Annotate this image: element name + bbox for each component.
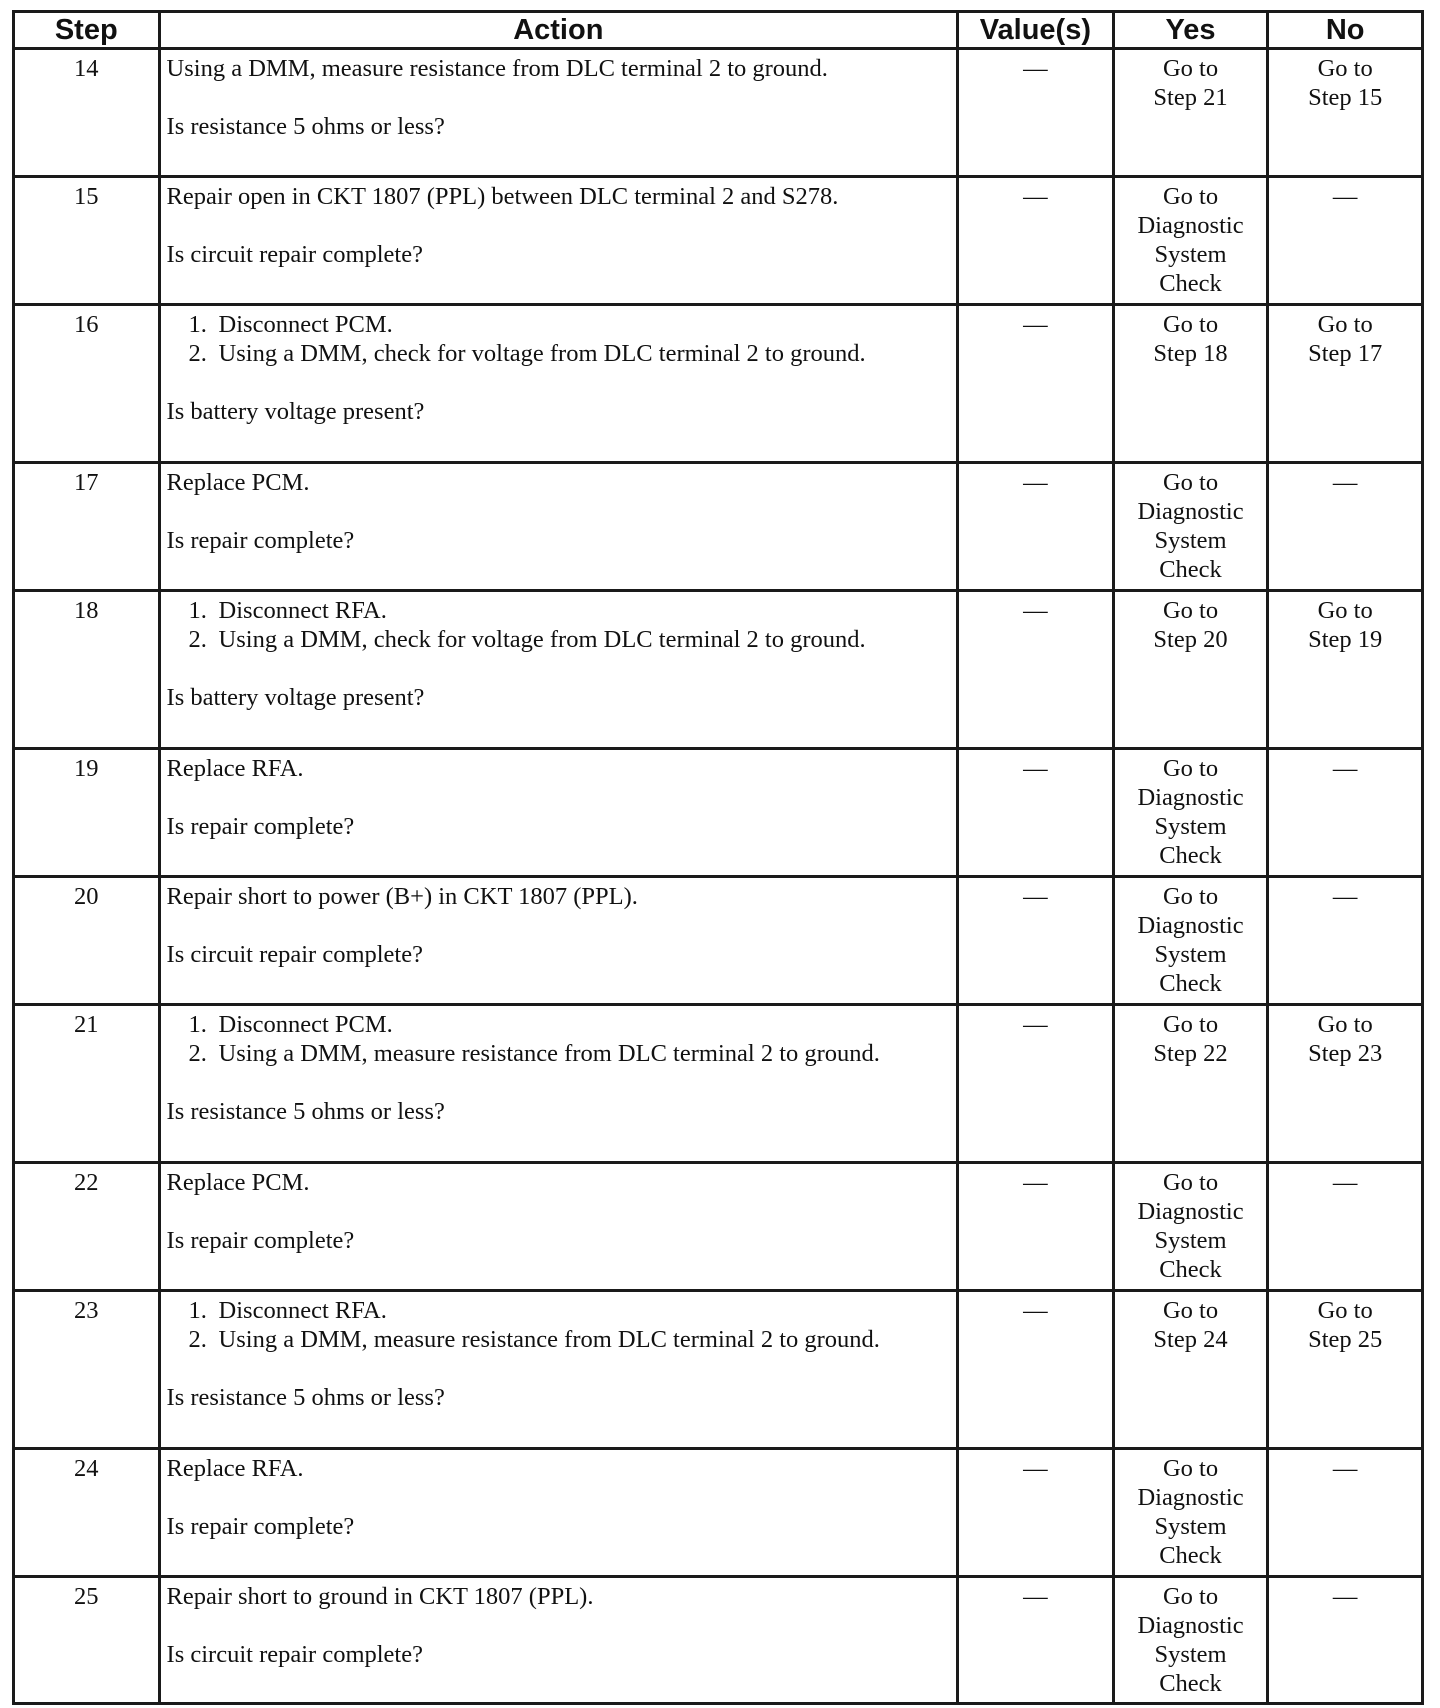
yes-result-line: Go to bbox=[1162, 597, 1219, 624]
yes-result-line: System bbox=[1154, 941, 1227, 968]
no-result-line: — bbox=[1332, 469, 1358, 496]
yes-result-cell bbox=[1113, 591, 1268, 749]
yes-result-cell bbox=[1113, 49, 1268, 177]
no-result-line: Step 15 bbox=[1308, 84, 1383, 111]
action-cell bbox=[159, 591, 958, 749]
yes-result-line: System bbox=[1154, 1641, 1227, 1668]
action-steps-list bbox=[167, 310, 951, 368]
step-number: 14 bbox=[14, 49, 160, 177]
yes-result-line: Check bbox=[1159, 556, 1222, 583]
step-number: 21 bbox=[14, 1005, 160, 1163]
action-step-item bbox=[167, 1010, 951, 1039]
yes-result-line: System bbox=[1154, 527, 1227, 554]
no-result-cell bbox=[1268, 1005, 1423, 1163]
no-result-cell bbox=[1268, 1449, 1423, 1577]
spacer bbox=[167, 783, 951, 812]
table-row bbox=[14, 49, 1423, 177]
yes-result-line: Diagnostic bbox=[1137, 1198, 1244, 1225]
action-question: Is repair complete? bbox=[166, 1227, 355, 1254]
yes-result-line: Go to bbox=[1162, 55, 1219, 82]
no-result-cell bbox=[1268, 1577, 1423, 1704]
yes-result-line: Go to bbox=[1162, 755, 1219, 782]
value-cell: — bbox=[958, 305, 1114, 463]
action-step-text: Using a DMM, measure resistance from DLC terminal 2 to ground. bbox=[218, 1040, 880, 1067]
no-result-cell bbox=[1268, 305, 1423, 463]
spacer bbox=[167, 1354, 951, 1383]
action-question: Is resistance 5 ohms or less? bbox=[166, 113, 445, 140]
yes-result-line: Diagnostic bbox=[1137, 212, 1244, 239]
value-cell: — bbox=[958, 177, 1114, 305]
yes-result-cell bbox=[1113, 177, 1268, 305]
no-result-line: Step 23 bbox=[1308, 1040, 1383, 1067]
no-result-line: Go to bbox=[1317, 1297, 1373, 1324]
no-result-cell bbox=[1268, 749, 1423, 877]
action-step-number: 2. bbox=[188, 340, 207, 367]
action-step-text: Using a DMM, check for voltage from DLC terminal 2 to ground. bbox=[218, 626, 866, 653]
action-text: Replace PCM. bbox=[166, 469, 310, 496]
value-cell: — bbox=[958, 749, 1114, 877]
value-cell: — bbox=[958, 591, 1114, 749]
spacer bbox=[167, 1611, 951, 1640]
action-cell bbox=[159, 177, 958, 305]
header-step: Step bbox=[14, 12, 160, 49]
action-cell bbox=[159, 305, 958, 463]
no-result-line: Go to bbox=[1317, 311, 1373, 338]
action-cell bbox=[159, 49, 958, 177]
header-yes: Yes bbox=[1113, 12, 1268, 49]
spacer bbox=[167, 654, 951, 683]
spacer bbox=[167, 368, 951, 397]
step-number: 20 bbox=[14, 877, 160, 1005]
action-question: Is battery voltage present? bbox=[166, 398, 425, 425]
no-result-line: — bbox=[1332, 1455, 1358, 1482]
action-question: Is battery voltage present? bbox=[166, 684, 425, 711]
spacer bbox=[167, 911, 951, 940]
yes-result-line: Go to bbox=[1162, 883, 1219, 910]
action-step-number: 1. bbox=[188, 311, 207, 338]
step-number: 16 bbox=[14, 305, 160, 463]
table-row bbox=[14, 591, 1423, 749]
table-row bbox=[14, 1291, 1423, 1449]
action-question: Is circuit repair complete? bbox=[166, 941, 423, 968]
action-question: Is resistance 5 ohms or less? bbox=[166, 1098, 445, 1125]
no-result-line: Step 19 bbox=[1308, 626, 1383, 653]
action-step-text: Disconnect PCM. bbox=[218, 1011, 393, 1038]
yes-result-line: Diagnostic bbox=[1137, 1612, 1244, 1639]
no-result-cell bbox=[1268, 1291, 1423, 1449]
action-step-text: Disconnect RFA. bbox=[218, 1297, 387, 1324]
no-result-cell bbox=[1268, 591, 1423, 749]
action-step-text: Using a DMM, check for voltage from DLC terminal 2 to ground. bbox=[218, 340, 866, 367]
action-question: Is resistance 5 ohms or less? bbox=[166, 1384, 445, 1411]
action-step-number: 2. bbox=[188, 1040, 207, 1067]
action-step-item bbox=[167, 1296, 951, 1325]
no-result-line: Step 17 bbox=[1308, 340, 1383, 367]
action-cell bbox=[159, 749, 958, 877]
action-cell bbox=[159, 1449, 958, 1577]
spacer bbox=[167, 211, 951, 240]
action-step-text: Using a DMM, measure resistance from DLC terminal 2 to ground. bbox=[218, 1326, 880, 1353]
table-row bbox=[14, 1449, 1423, 1577]
yes-result-cell bbox=[1113, 749, 1268, 877]
action-question: Is repair complete? bbox=[166, 813, 355, 840]
no-result-line: Go to bbox=[1317, 55, 1373, 82]
no-result-line: — bbox=[1332, 183, 1358, 210]
yes-result-line: System bbox=[1154, 241, 1227, 268]
spacer bbox=[167, 83, 951, 112]
table-row bbox=[14, 1163, 1423, 1291]
table-row bbox=[14, 1005, 1423, 1163]
yes-result-line: Go to bbox=[1162, 1169, 1219, 1196]
action-step-number: 1. bbox=[188, 1011, 207, 1038]
action-cell bbox=[159, 463, 958, 591]
action-question: Is repair complete? bbox=[166, 527, 355, 554]
yes-result-line: Diagnostic bbox=[1137, 498, 1244, 525]
action-step-text: Disconnect PCM. bbox=[218, 311, 393, 338]
action-step-item bbox=[167, 310, 951, 339]
yes-result-cell bbox=[1113, 1163, 1268, 1291]
action-text: Replace RFA. bbox=[166, 755, 304, 782]
yes-result-line: Step 18 bbox=[1153, 340, 1228, 367]
value-cell: — bbox=[958, 1005, 1114, 1163]
yes-result-line: Go to bbox=[1162, 469, 1219, 496]
action-steps-list bbox=[167, 1296, 951, 1354]
no-result-cell bbox=[1268, 877, 1423, 1005]
action-text: Replace PCM. bbox=[166, 1169, 310, 1196]
yes-result-line: Check bbox=[1159, 1256, 1222, 1283]
yes-result-cell bbox=[1113, 877, 1268, 1005]
step-number: 18 bbox=[14, 591, 160, 749]
value-cell: — bbox=[958, 463, 1114, 591]
yes-result-line: Go to bbox=[1162, 1297, 1219, 1324]
value-cell: — bbox=[958, 49, 1114, 177]
yes-result-line: Diagnostic bbox=[1137, 912, 1244, 939]
value-cell: — bbox=[958, 1449, 1114, 1577]
no-result-line: — bbox=[1332, 1169, 1358, 1196]
diagnostic-table bbox=[12, 10, 1424, 1705]
no-result-cell bbox=[1268, 463, 1423, 591]
action-step-number: 1. bbox=[188, 597, 207, 624]
yes-result-line: Go to bbox=[1162, 311, 1219, 338]
yes-result-line: Check bbox=[1159, 1542, 1222, 1569]
value-cell: — bbox=[958, 1163, 1114, 1291]
yes-result-line: Go to bbox=[1162, 183, 1219, 210]
step-number: 25 bbox=[14, 1577, 160, 1704]
no-result-cell bbox=[1268, 1163, 1423, 1291]
action-question: Is repair complete? bbox=[166, 1513, 355, 1540]
header-no: No bbox=[1268, 12, 1423, 49]
table-body bbox=[14, 49, 1423, 1704]
yes-result-line: Step 21 bbox=[1153, 84, 1228, 111]
yes-result-line: Check bbox=[1159, 270, 1222, 297]
no-result-line: Step 25 bbox=[1308, 1326, 1383, 1353]
yes-result-line: Step 22 bbox=[1153, 1040, 1228, 1067]
no-result-line: Go to bbox=[1317, 1011, 1373, 1038]
action-text: Using a DMM, measure resistance from DLC terminal 2 to ground. bbox=[166, 55, 828, 82]
step-number: 17 bbox=[14, 463, 160, 591]
no-result-line: — bbox=[1332, 1583, 1358, 1610]
yes-result-line: Go to bbox=[1162, 1011, 1219, 1038]
table-row bbox=[14, 1577, 1423, 1704]
action-text: Repair short to ground in CKT 1807 (PPL). bbox=[166, 1583, 594, 1610]
action-step-text: Disconnect RFA. bbox=[218, 597, 387, 624]
yes-result-cell bbox=[1113, 1577, 1268, 1704]
action-question: Is circuit repair complete? bbox=[166, 1641, 423, 1668]
action-text: Repair short to power (B+) in CKT 1807 (PPL). bbox=[166, 883, 638, 910]
yes-result-line: Go to bbox=[1162, 1583, 1219, 1610]
no-result-cell bbox=[1268, 49, 1423, 177]
action-cell bbox=[159, 1291, 958, 1449]
table-row bbox=[14, 177, 1423, 305]
action-cell bbox=[159, 1005, 958, 1163]
yes-result-line: Go to bbox=[1162, 1455, 1219, 1482]
action-cell bbox=[159, 877, 958, 1005]
value-cell: — bbox=[958, 1577, 1114, 1704]
action-step-item bbox=[167, 596, 951, 625]
yes-result-line: Check bbox=[1159, 1670, 1222, 1697]
table-row bbox=[14, 463, 1423, 591]
action-cell bbox=[159, 1163, 958, 1291]
spacer bbox=[167, 1197, 951, 1226]
action-steps-list bbox=[167, 596, 951, 654]
yes-result-line: Check bbox=[1159, 970, 1222, 997]
step-number: 23 bbox=[14, 1291, 160, 1449]
value-cell: — bbox=[958, 1291, 1114, 1449]
header-action: Action bbox=[159, 12, 958, 49]
step-number: 22 bbox=[14, 1163, 160, 1291]
step-number: 24 bbox=[14, 1449, 160, 1577]
value-cell: — bbox=[958, 877, 1114, 1005]
action-step-number: 2. bbox=[188, 626, 207, 653]
table-row bbox=[14, 877, 1423, 1005]
step-number: 19 bbox=[14, 749, 160, 877]
no-result-line: — bbox=[1332, 755, 1358, 782]
yes-result-line: Diagnostic bbox=[1137, 784, 1244, 811]
yes-result-line: Step 24 bbox=[1153, 1326, 1228, 1353]
yes-result-cell bbox=[1113, 1291, 1268, 1449]
yes-result-line: Step 20 bbox=[1153, 626, 1228, 653]
table-row bbox=[14, 305, 1423, 463]
action-question: Is circuit repair complete? bbox=[166, 241, 423, 268]
action-step-item bbox=[167, 1039, 951, 1068]
spacer bbox=[167, 497, 951, 526]
yes-result-line: Check bbox=[1159, 842, 1222, 869]
spacer bbox=[167, 1483, 951, 1512]
yes-result-line: System bbox=[1154, 1513, 1227, 1540]
yes-result-line: System bbox=[1154, 813, 1227, 840]
no-result-line: Go to bbox=[1317, 597, 1373, 624]
table-row bbox=[14, 749, 1423, 877]
header-row bbox=[14, 12, 1423, 49]
yes-result-cell bbox=[1113, 1005, 1268, 1163]
yes-result-line: System bbox=[1154, 1227, 1227, 1254]
header-value: Value(s) bbox=[958, 12, 1114, 49]
action-step-item bbox=[167, 339, 951, 368]
action-step-number: 2. bbox=[188, 1326, 207, 1353]
action-cell bbox=[159, 1577, 958, 1704]
yes-result-cell bbox=[1113, 305, 1268, 463]
yes-result-cell bbox=[1113, 463, 1268, 591]
spacer bbox=[167, 1068, 951, 1097]
step-number: 15 bbox=[14, 177, 160, 305]
action-text: Repair open in CKT 1807 (PPL) between DLC terminal 2 and S278. bbox=[166, 183, 839, 210]
action-steps-list bbox=[167, 1010, 951, 1068]
action-step-item bbox=[167, 625, 951, 654]
no-result-line: — bbox=[1332, 883, 1358, 910]
action-step-item bbox=[167, 1325, 951, 1354]
no-result-cell bbox=[1268, 177, 1423, 305]
yes-result-line: Diagnostic bbox=[1137, 1484, 1244, 1511]
action-step-number: 1. bbox=[188, 1297, 207, 1324]
action-text: Replace RFA. bbox=[166, 1455, 304, 1482]
yes-result-cell bbox=[1113, 1449, 1268, 1577]
